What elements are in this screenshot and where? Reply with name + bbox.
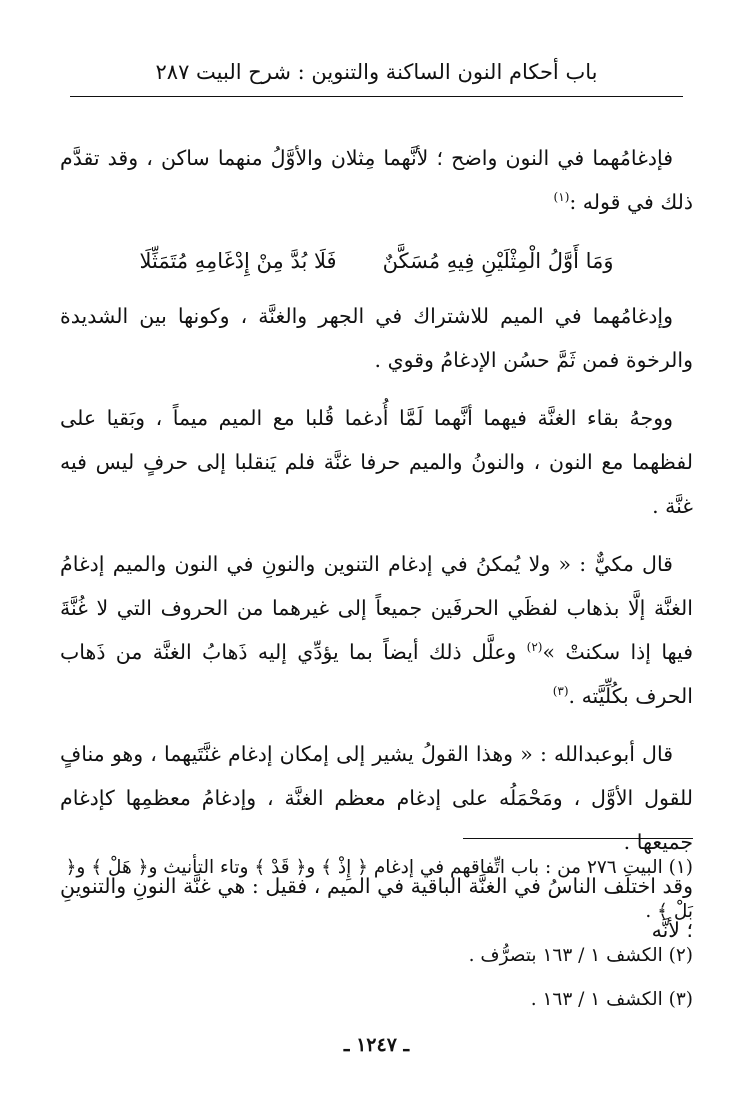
running-header: [70, 48, 683, 97]
footnotes: [60, 846, 693, 1022]
page-number: ـ ١٢٤٧ ـ: [343, 1034, 410, 1056]
paragraph-4-quote: قال مكيٌّ : « ولا يُمكنُ في إدغام التنوين والنونِ في النون والميم إدغامُ الغنَّة إلَّا بذهاب لفظَي الحرفَين جميعاً إلى غيرهما من الحروف التي لا غُنَّةَ فيها إذا سكنتْ »: [60, 552, 693, 664]
verse-first-hemistich: وَمَا أَوَّلُ الْمِثْلَيْنِ فِيهِ مُسَكَّنٌ: [382, 249, 614, 273]
header-title: باب أحكام النون الساكنة والتنوين : شرح البيت ٢٨٧: [155, 60, 598, 84]
paragraph-4-rest: وعلَّل ذلك أيضاً بما يؤدِّي إليه ذَهابُ الغنَّة من ذَهاب الحرف بكُلِّيَّته .: [60, 640, 693, 708]
footnote-1: (١) البيت ٢٧٦ من : باب اتِّفاقهم في إدغام ﴿ إِذْ ﴾ و﴿ قَدْ ﴾ وتاء التأنيث و﴿ هَلْ ﴾ و﴿ بَلْ ﴾ .: [65, 857, 693, 922]
footnote-3: (٣) الكشف ١ / ١٦٣ .: [530, 989, 693, 1010]
paragraph-1: [60, 136, 693, 224]
paragraph-1-text: فإدغامُهما في النون واضح ؛ لأنَّهما مِثلان والأوَّلُ منهما ساكن ، وقد تقدَّم ذلك في قوله :: [60, 146, 693, 214]
footnote-ref-2[interactable]: (٢): [526, 640, 543, 655]
footnote-separator: [463, 838, 693, 839]
paragraph-5: قال أبوعبدالله : « وهذا القولُ يشير إلى إمكان إدغام غنَّتَيهما ، وهو منافٍ للقول الأوَّل ، ومَحْمَلُه على إدغام معظم الغنَّة ، وإدغامُ معظمِها كإدغام جميعها .: [60, 742, 693, 854]
paragraph-2: وإدغامُهما في الميم للاشتراك في الجهر والغنَّة ، وكونها بين الشديدة والرخوة فمن ثَمَّ حسُن الإدغامُ وقوي .: [60, 304, 693, 372]
footnote-ref-1[interactable]: (١): [553, 190, 570, 205]
footnote-2: (٢) الكشف ١ / ١٦٣ بتصرُّف .: [468, 945, 693, 966]
paragraph-3: ووجهُ بقاء الغنَّة فيهما أنَّهما لَمَّا أُدغما قُلبا مع الميم ميماً ، وبَقيا على لفظهما مع النون ، والنونُ والميم حرفا غنَّة فلم يَنقلبا إلى حرفٍ ليس فيه غنَّة .: [60, 406, 693, 518]
paragraph-4: [60, 542, 693, 718]
footnote-ref-3[interactable]: (٣): [552, 684, 569, 699]
main-text: [60, 136, 693, 952]
paragraph-6: وقد اختلَف الناسُ في الغنَّة الباقية في الميم ، فقيل : هي غنَّة النونِ والتنوينِ ؛ لأنَّه: [60, 874, 693, 942]
verse-second-hemistich: فَلَا بُدَّ مِنْ إِدْغَامِهِ مُتَمَثِّلَا: [139, 249, 337, 273]
poetry-verse: [60, 238, 693, 284]
